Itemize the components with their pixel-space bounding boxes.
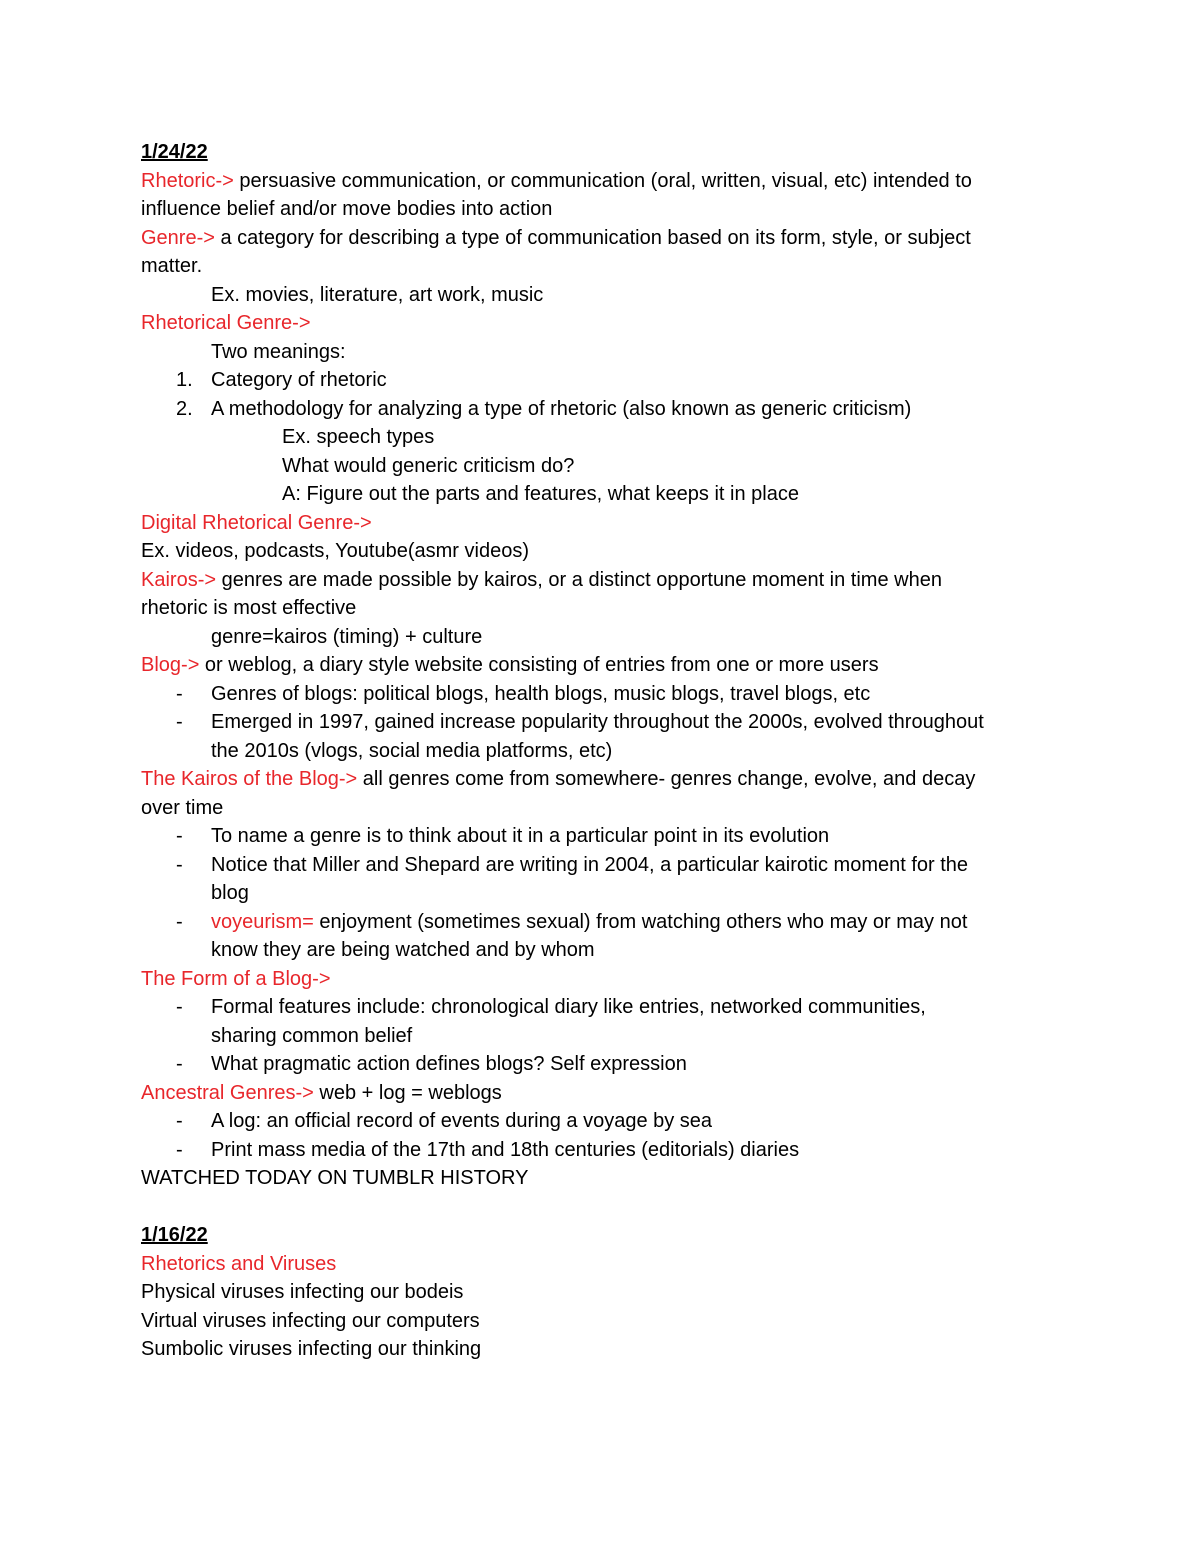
- term-label: Genre->: [141, 226, 215, 249]
- term-label: Kairos->: [141, 568, 217, 591]
- bullet-item: [141, 680, 1061, 709]
- note-line: Physical viruses infecting our bodeis: [141, 1281, 464, 1303]
- bullet-text-continuation: blog: [211, 882, 249, 904]
- bullet-item: [141, 851, 1061, 908]
- date-heading: 1/16/22: [141, 1224, 208, 1246]
- bullet-marker: -: [176, 1053, 183, 1075]
- bullet-text: Notice that Miller and Shepard are writing in 2004, a particular kairotic moment for the: [211, 853, 969, 876]
- section-spacer: [141, 1193, 1061, 1222]
- note-line: Sumbolic viruses infecting our thinking: [141, 1338, 482, 1360]
- bullet-text: What pragmatic action defines blogs? Self expression: [211, 1053, 687, 1075]
- sub-item: Ex. speech types: [282, 426, 435, 448]
- note-line: Virtual viruses infecting our computers: [141, 1309, 480, 1332]
- definition-text: enjoyment (sometimes sexual) from watching others who may or may not: [313, 910, 968, 933]
- kairos-definition: [141, 566, 1061, 595]
- bullet-item: [141, 908, 1061, 965]
- section-heading: Rhetorics and Viruses: [141, 1252, 337, 1275]
- numbered-item: [141, 366, 1061, 395]
- list-marker: 2.: [176, 397, 193, 420]
- watched-note: WATCHED TODAY ON TUMBLR HISTORY: [141, 1167, 529, 1189]
- formula-text: genre=kairos (timing) + culture: [211, 625, 483, 648]
- bullet-item: [141, 993, 1061, 1050]
- definition-continuation: over time: [141, 796, 224, 819]
- bullet-marker: -: [176, 853, 183, 876]
- bullet-marker: -: [176, 1138, 183, 1161]
- definition-text: genres are made possible by kairos, or a distinct opportune moment in time when: [216, 568, 942, 591]
- numbered-item: [141, 395, 1061, 424]
- bullet-item: [141, 822, 1061, 851]
- definition-text: a category for describing a type of communication based on its form, style, or subject: [214, 226, 971, 249]
- list-text: A methodology for analyzing a type of rhetoric (also known as generic criticism): [211, 397, 912, 420]
- notes-page: [141, 138, 1061, 1364]
- term-label: The Kairos of the Blog->: [141, 768, 358, 790]
- definition-text: or weblog, a diary style website consisting of entries from one or more users: [199, 654, 879, 676]
- ancestral-definition: [141, 1079, 1061, 1108]
- bullet-text: Genres of blogs: political blogs, health blogs, music blogs, travel blogs, etc: [211, 682, 871, 705]
- term-label: Ancestral Genres->: [141, 1081, 314, 1104]
- blog-definition: [141, 651, 1061, 680]
- term-label: Rhetoric->: [141, 169, 234, 192]
- bullet-text: [211, 908, 1061, 937]
- definition-continuation: rhetoric is most effective: [141, 597, 357, 619]
- bullet-item: [141, 1136, 1061, 1165]
- date-heading: 1/24/22: [141, 141, 208, 163]
- bullet-item: [141, 1050, 1061, 1079]
- bullet-marker: -: [176, 682, 183, 705]
- term-label: Blog->: [141, 654, 200, 676]
- definition-text: all genres come from somewhere- genres change, evolve, and decay: [357, 768, 976, 790]
- bullet-text: Formal features include: chronological diary like entries, networked communities,: [211, 996, 926, 1018]
- term-label: Digital Rhetorical Genre->: [141, 511, 372, 534]
- term-label: voyeurism=: [211, 910, 314, 933]
- definition-text: web + log = weblogs: [313, 1081, 502, 1104]
- term-label: The Form of a Blog->: [141, 967, 331, 990]
- definition-text: persuasive communication, or communication (oral, written, visual, etc) intended to: [233, 169, 972, 192]
- list-marker: 1.: [176, 369, 193, 391]
- bullet-text: A log: an official record of events during a voyage by sea: [211, 1110, 713, 1132]
- bullet-marker: -: [176, 1110, 183, 1132]
- definition-continuation: matter.: [141, 255, 203, 277]
- rhetoric-definition: [141, 167, 1061, 196]
- bullet-text-continuation: sharing common belief: [211, 1024, 413, 1047]
- bullet-text: Print mass media of the 17th and 18th centuries (editorials) diaries: [211, 1138, 800, 1161]
- bullet-marker: -: [176, 825, 183, 847]
- bullet-marker: -: [176, 711, 183, 733]
- sub-item: What would generic criticism do?: [282, 454, 575, 477]
- bullet-text: Emerged in 1997, gained increase popularity throughout the 2000s, evolved throughout: [211, 711, 984, 733]
- list-text: Category of rhetoric: [211, 369, 387, 391]
- bullet-item: [141, 708, 1061, 765]
- example-text: Ex. videos, podcasts, Youtube(asmr videos): [141, 540, 529, 562]
- intro-text: Two meanings:: [211, 340, 346, 363]
- bullet-marker: -: [176, 910, 183, 933]
- definition-continuation: influence belief and/or move bodies into action: [141, 198, 553, 220]
- bullet-text-continuation: the 2010s (vlogs, social media platforms, etc): [211, 739, 613, 762]
- bullet-text: To name a genre is to think about it in a particular point in its evolution: [211, 825, 830, 847]
- term-label: Rhetorical Genre->: [141, 312, 311, 334]
- sub-item: A: Figure out the parts and features, what keeps it in place: [282, 483, 799, 505]
- bullet-marker: -: [176, 996, 183, 1018]
- example-text: Ex. movies, literature, art work, music: [211, 283, 544, 306]
- bullet-item: [141, 1107, 1061, 1136]
- bullet-text-continuation: know they are being watched and by whom: [211, 939, 595, 961]
- genre-definition: [141, 224, 1061, 253]
- kairos-blog-definition: [141, 765, 1061, 794]
